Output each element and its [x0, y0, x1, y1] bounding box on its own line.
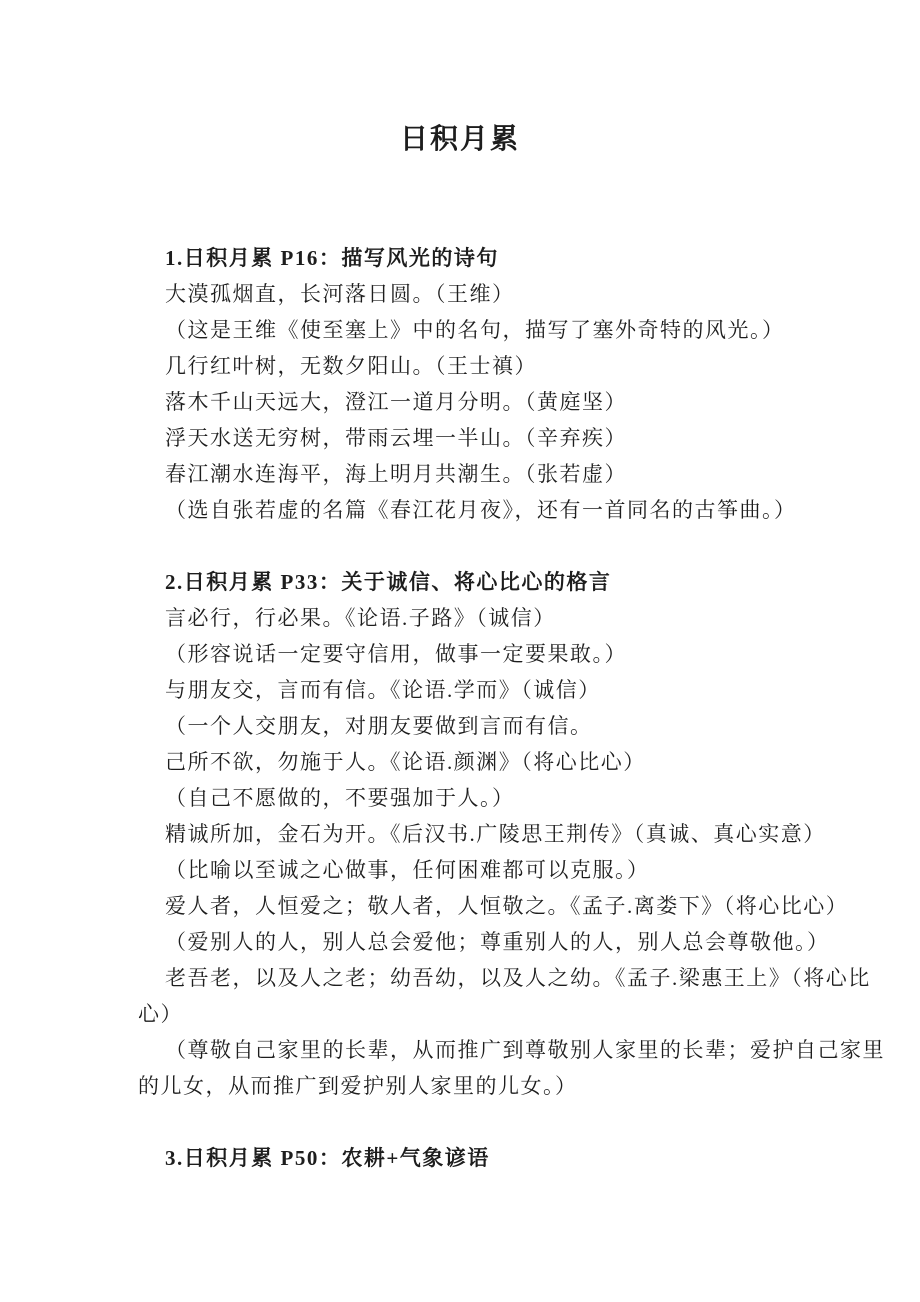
text-line: 落木千山天远大，澄江一道月分明。（黄庭坚）: [165, 390, 627, 414]
section-heading: 2.日积月累 P33：关于诚信、将心比心的格言: [165, 570, 612, 594]
text-line: 精诚所加，金石为开。《后汉书.广陵思王荆传》（真诚、真心实意）: [165, 822, 826, 846]
text-line: （比喻以至诚之心做事，任何困难都可以克服。）: [165, 858, 650, 882]
text-line: （爱别人的人，别人总会爱他；尊重别人的人，别人总会尊敬他。）: [165, 930, 830, 954]
text-line: 老吾老，以及人之老；幼吾幼，以及人之幼。《孟子.梁惠王上》（将心比: [165, 966, 871, 990]
text-line: （形容说话一定要守信用，做事一定要果敢。）: [165, 642, 627, 666]
text-line: 心）: [138, 1002, 183, 1026]
text-line: （自己不愿做的，不要强加于人。）: [165, 786, 515, 810]
document-section-2: [138, 564, 885, 1104]
text-line: （这是王维《使至塞上》中的名句，描写了塞外奇特的风光。）: [165, 318, 785, 342]
text-line: 爱人者，人恒爱之；敬人者，人恒敬之。《孟子.离娄下》（将心比心）: [165, 894, 849, 918]
section-heading: 3.日积月累 P50：农耕+气象谚语: [165, 1146, 490, 1170]
text-line: 的儿女，从而推广到爱护别人家里的儿女。）: [138, 1074, 578, 1098]
text-line: 春江潮水连海平，海上明月共潮生。（张若虚）: [165, 462, 627, 486]
document-body: [0, 240, 885, 1176]
text-line: 大漠孤烟直，长河落日圆。（王维）: [165, 282, 515, 306]
text-line: 浮天水送无穷树，带雨云埋一半山。（辛弃疾）: [165, 426, 627, 450]
section-heading: 1.日积月累 P16：描写风光的诗句: [165, 246, 499, 270]
text-line: 与朋友交，言而有信。《论语.学而》（诚信）: [165, 678, 601, 702]
text-line: 言必行，行必果。《论语.子路》（诚信）: [165, 606, 556, 630]
text-line: 己所不欲，勿施于人。《论语.颜渊》（将心比心）: [165, 750, 646, 774]
document-section-3: [138, 1140, 838, 1176]
text-line: 几行红叶树，无数夕阳山。（王士禛）: [165, 354, 537, 378]
document-title: 日积月累: [399, 124, 520, 155]
text-line: （选自张若虚的名篇《春江花月夜》，还有一首同名的古筝曲。）: [165, 498, 797, 522]
text-line: （尊敬自己家里的长辈，从而推广到尊敬别人家里的长辈；爱护自己家里: [165, 1038, 885, 1062]
document-section-1: [138, 240, 838, 528]
text-line: （一个人交朋友，对朋友要做到言而有信。: [165, 714, 593, 738]
